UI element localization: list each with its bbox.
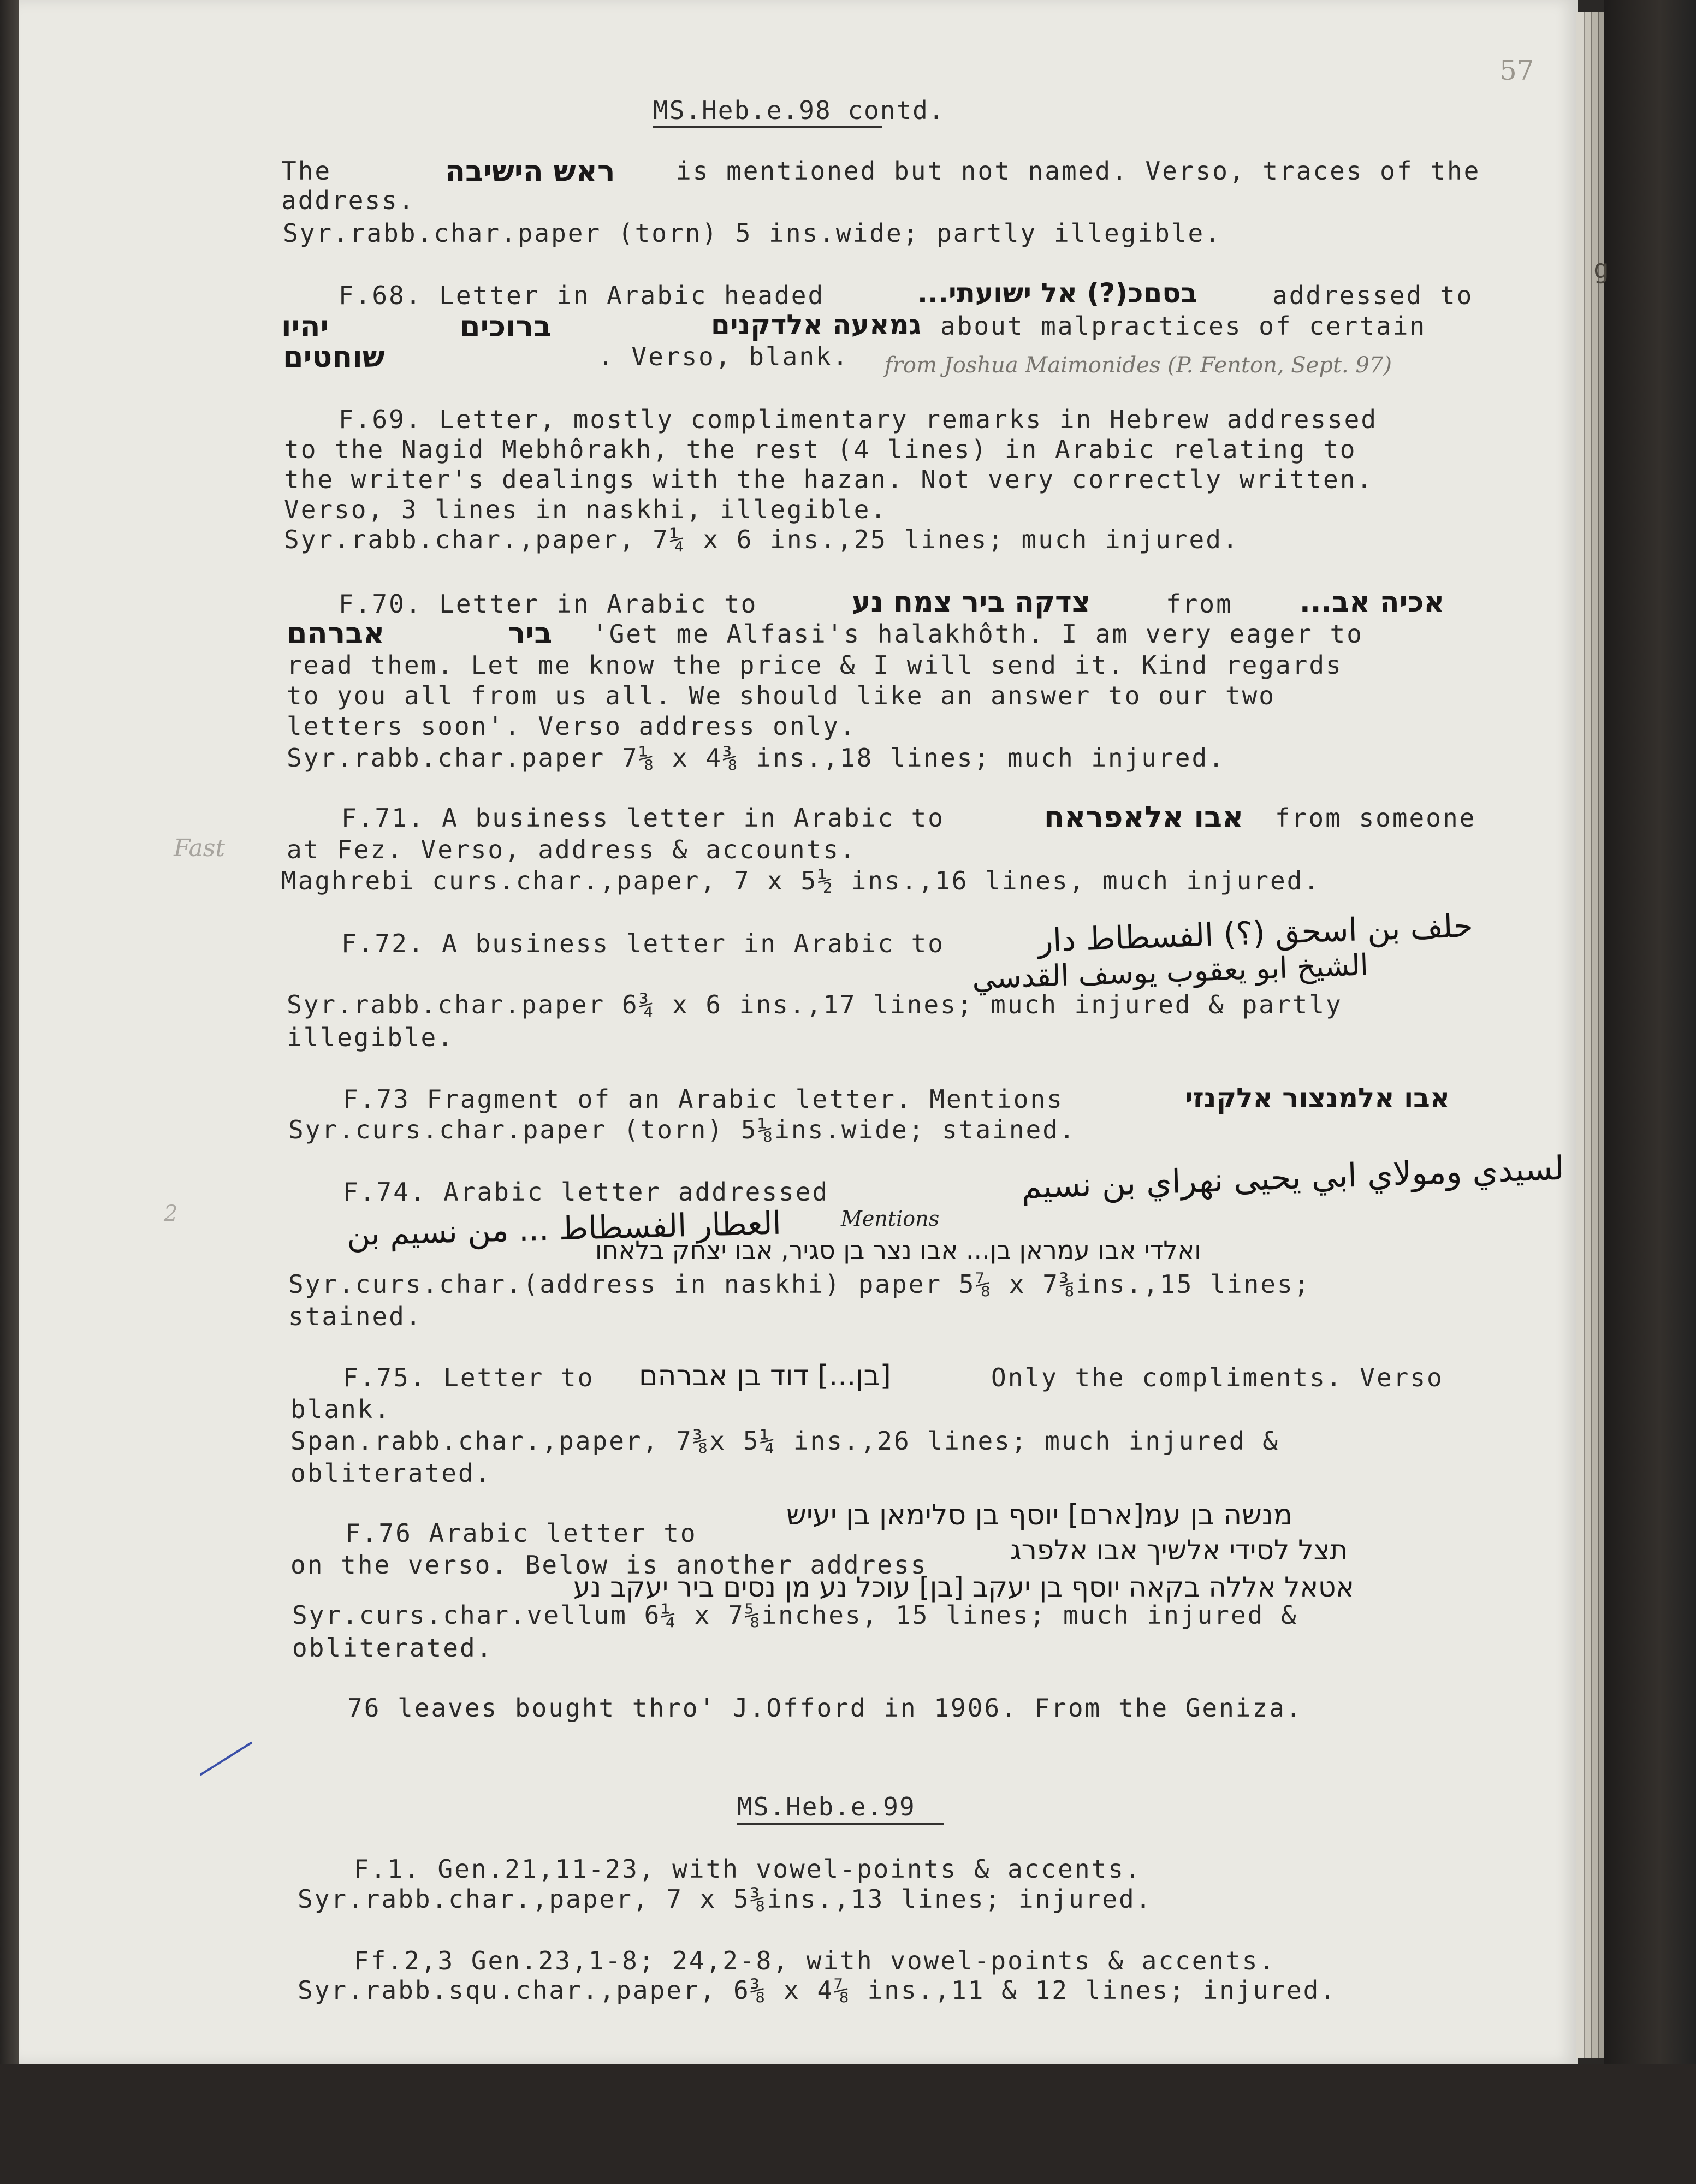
blue-pencil-stroke [197,1736,257,1780]
text-line: letters soon'. Verso address only. [287,711,857,741]
text-line: to the Nagid Mebhôrakh, the rest (4 lines) in Arabic relating to [284,435,1357,464]
book-binding [1604,0,1696,2184]
text-line: from someone [1275,803,1476,833]
entry-f75: F.75. Letter to [343,1363,595,1392]
hebrew-rosh-yeshiva: ראש הישיבה [445,154,615,188]
hebrew-f68-heading: בסםכ(?) אל ישועתי... [917,277,1197,309]
entry-f71: F.71. A business letter in Arabic to [341,803,945,833]
page-stack-edge [1599,12,1604,2058]
text-line: Syr.rabb.char.paper (torn) 5 ins.wide; partly illegible. [283,218,1221,248]
text-line: Span.rabb.char.,paper, 7⅜x 5¼ ins.,26 lines; much injured & [290,1426,1279,1456]
text-line: Syr.curs.char.paper (torn) 5⅛ins.wide; stained. [288,1115,1076,1144]
text-line: Syr.rabb.char.,paper, 7 x 5⅜ins.,13 lines; injured. [298,1884,1153,1914]
text-line: Syr.rabb.char.,paper, 7¼ x 6 ins.,25 lines; much injured. [284,525,1240,554]
hebrew-f70-avraham: אברהם [287,616,385,650]
ink-mentions: Mentions [841,1207,940,1231]
text-line: at Fez. Verso, address & accounts. [287,835,857,864]
section-heading-underline [737,1823,944,1825]
hebrew-f70-recipient: צדקה ביר צמח נע [852,586,1090,619]
hebrew-f68-berukhim: ברוכים [460,309,552,343]
text-line: Syr.curs.char.vellum 6¼ x 7⅝inches, 15 lines; much injured & [292,1600,1298,1630]
hebrew-f68-addressee: גמאעה אלדקנים [711,309,922,341]
text-line: to you all from us all. We should like an answer to our two [287,681,1276,710]
arabic-f74-addressee: لسيدي ومولاي ابي يحيى نهراي بن نسيم [1021,1149,1565,1207]
text-line: address. [281,186,416,215]
folio-number: 57 [1499,55,1534,86]
text-line: blank. [290,1394,392,1424]
text-line: is mentioned but not named. Verso, traces of the [676,156,1481,186]
hebrew-f70-bir: ביר [508,616,553,650]
heading-underline [653,126,882,128]
hebrew-f70-sender: אכיה אב... [1300,586,1445,619]
text-line: illegible. [287,1023,454,1052]
pencil-margin-fast: Fast [174,834,226,862]
text-line: the writer's dealings with the hazan. Not very correctly written. [284,465,1374,494]
hebrew-f68-shohatim: שוחטים [283,340,385,374]
text-line: obliterated. [290,1458,492,1488]
text-line: Only the compliments. Verso [991,1363,1444,1392]
hebrew-f73-name: אבו אלמנצור אלקנזי [1185,1082,1450,1114]
text-line: read them. Let me know the price & I will send it. Kind regards [287,650,1343,680]
provenance-note: 76 leaves bought thro' J.Offord in 1906. From the Geniza. [347,1693,1303,1723]
book-gutter-left [0,0,20,2184]
text-line: Syr.rabb.squ.char.,paper, 6⅜ x 4⅞ ins.,11 & 12 lines; injured. [298,1975,1337,2005]
entry-f76: F.76 Arabic letter to [345,1518,697,1548]
entry-f73: F.73 Fragment of an Arabic letter. Mentions [343,1084,1064,1114]
page-stack-edge [1576,12,1585,2058]
next-page-edge-letter: g [1593,254,1609,284]
text-line: stained. [288,1302,423,1331]
pencil-margin-two: 2 [164,1201,178,1226]
text-line: from [1166,589,1233,619]
text-line: obliterated. [292,1633,494,1663]
hebrew-f76-line3: אטאל אללה בקאה יוסף בן יעקב [בן] עוכל נע מן נסים ביר יעקב נע [573,1571,1354,1603]
text-line: Verso, 3 lines in naskhi, illegible. [284,495,887,524]
text-line: Syr.rabb.char.paper 7⅛ x 4⅜ ins.,18 lines; much injured. [287,743,1225,773]
hebrew-f76-line2: תצל לסידי אלשיך אבו אלפרג [1010,1534,1348,1566]
text-line: The [281,156,332,186]
arabic-f72-line2: الشيخ ابو يعقوب يوسف القدسي [971,947,1369,996]
entry-f70: F.70. Letter in Arabic to [339,589,758,619]
arabic-f74-line2: العطار الفسطاط ... من نسيم بن [346,1204,782,1253]
hebrew-f68-yiheyu: יהיו [281,309,329,343]
page-heading: MS.Heb.e.98 contd. [653,96,945,125]
text-line: addressed to [1272,281,1474,310]
hebrew-f76-line1: מנשה בן עמ[ארם] יוסף בן סלימאן בן יעיש [786,1499,1293,1532]
text-line: . Verso, blank. [598,342,850,371]
text-line: 'Get me Alfasi's halakhôth. I am very eager to [592,619,1363,649]
book-cover-bottom [0,2064,1696,2184]
text-line: Syr.rabb.char.paper 6¾ x 6 ins.,17 lines; much injured & partly [287,990,1343,1019]
pencil-note-f68: from Joshua Maimonides (P. Fenton, Sept. 97) [885,353,1392,378]
entry-f1: F.1. Gen.21,11-23, with vowel-points & accents. [354,1854,1142,1884]
entry-f69: F.69. Letter, mostly complimentary remarks in Hebrew addressed [339,405,1378,434]
page-stack-edge [1585,12,1592,2058]
entry-f72: F.72. A business letter in Arabic to [341,929,945,958]
hebrew-f75-name: [בן...] דוד בן אברהם [639,1360,891,1392]
hebrew-f74-names: ואלדי אבו עמראן בן... אבו נצר בן סגיר, אבו יצחק בלאחו [595,1235,1201,1265]
page-stack-edge [1592,12,1599,2058]
hebrew-f71-recipient: אבו אלאפראח [1044,800,1244,834]
arabic-f72-line1: حلف بن اسحق (؟) الفسطاط دار [1037,907,1474,959]
text-line: about malpractices of certain [940,311,1427,341]
text-line: Syr.curs.char.(address in naskhi) paper 5⅞ x 7⅜ins.,15 lines; [288,1269,1311,1299]
text-line: Maghrebi curs.char.,paper, 7 x 5½ ins.,16 lines, much injured. [281,866,1321,895]
entry-f68: F.68. Letter in Arabic headed [339,281,825,310]
entry-f74: F.74. Arabic letter addressed [343,1177,829,1207]
section-heading: MS.Heb.e.99 [737,1792,916,1821]
text-line: on the verso. Below is another address [290,1550,928,1580]
entry-ff2-3: Ff.2,3 Gen.23,1-8; 24,2-8, with vowel-points & accents. [354,1946,1276,1975]
